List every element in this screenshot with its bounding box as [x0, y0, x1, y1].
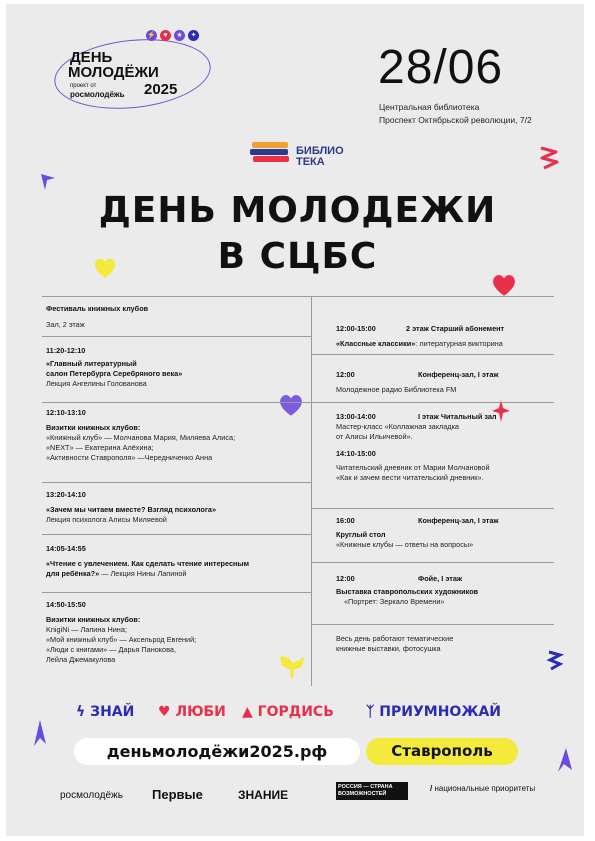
logo-line4: росмолодёжь: [70, 90, 125, 99]
time: 12:00-15:00: [336, 324, 376, 333]
line: KnigiNi — Лапина Нина;: [46, 625, 127, 634]
venue-line1: Центральная библиотека: [379, 102, 480, 112]
partner-text: национальные приоритеты: [434, 784, 536, 793]
slash-icon: /: [430, 784, 433, 793]
divider: [42, 336, 311, 337]
desc: Лекция психолога Алисы Миляевой: [46, 515, 167, 524]
divider: [311, 402, 554, 403]
divider: [311, 508, 554, 509]
event-date: 28/06: [378, 41, 504, 94]
time: 11:20-12:10: [46, 346, 86, 355]
title: «Зачем мы читаем вместе? Взгляд психолога»: [46, 505, 217, 514]
biblioteka-name: [296, 146, 344, 168]
title: «Классные классики»: [336, 339, 416, 348]
line: «Люди с книгами» — Дарья Панокова,: [46, 645, 176, 654]
logo-year: 2025: [144, 81, 178, 98]
sprout-icon: ✦: [188, 30, 199, 41]
time: 14:05-14:55: [46, 544, 86, 553]
line: «Мой книжный клуб» — Аксельрод Евгений;: [46, 635, 197, 644]
right-item-1: [336, 324, 551, 349]
line: «Книжный клуб» — Молчанова Мария, Миляева Алиса;: [46, 433, 236, 442]
time: 12:10-13:10: [46, 408, 86, 417]
heart-purple-icon: [277, 392, 305, 418]
festival-place: Зал, 2 этаж: [46, 320, 85, 329]
title-line2: В СЦБС: [217, 236, 378, 277]
slogan-text: ГОРДИСЬ: [257, 704, 334, 720]
lightning-icon: ϟ: [76, 704, 86, 720]
left-item-5: [46, 600, 196, 665]
heart-icon: ♥: [160, 30, 171, 41]
place: I этаж Читальный зал: [418, 412, 497, 421]
logo-line3: проект от: [70, 83, 97, 89]
title: Выставка ставропольских художников: [336, 587, 479, 596]
time: 16:00: [336, 516, 355, 525]
sprout-yellow-icon: [280, 656, 304, 678]
title: салон Петербурга Серебряного века»: [46, 369, 183, 378]
left-item-1: [46, 346, 182, 389]
footer-line: Весь день работают тематические: [336, 634, 454, 643]
line: «NEXT» — Екатерина Алёхина;: [46, 443, 154, 452]
festival-block: [46, 304, 148, 330]
partner-rossiya: РОССИЯ — СТРАНА ВОЗМОЖНОСТЕЙ: [336, 782, 408, 800]
slogan-znai: [76, 704, 134, 720]
slogan-gordis: [242, 704, 334, 720]
line: «Активности Ставрополя» —Чередниченко Анна: [46, 453, 213, 462]
site-pill[interactable]: деньмолодёжи2025.рф: [74, 738, 360, 765]
desc: «Книжные клубы — ответы на вопросы»: [336, 540, 474, 549]
title: Круглый стол: [336, 530, 386, 539]
desc: — Лекция Нины Лапиной: [99, 569, 187, 578]
venue-line2: Проспект Октябрьской революции, 7/2: [379, 115, 532, 125]
right-footer: [336, 634, 551, 654]
divider: [42, 534, 311, 535]
desc: : литературная викторина: [415, 339, 503, 348]
heart-icon: ♥: [158, 704, 171, 720]
arrow-purple-icon: [39, 172, 57, 192]
place: 2 этаж Старший абонемент: [406, 324, 505, 333]
divider: [311, 354, 554, 355]
title: Визитки книжных клубов:: [46, 423, 141, 432]
line: Лейла Джемакулова: [46, 655, 116, 664]
books-stack-icon: [250, 138, 292, 168]
line: от Алисы Ильичевой».: [336, 432, 413, 441]
time: 14:50-15:50: [46, 600, 86, 609]
time: 12:00: [336, 370, 355, 379]
squiggle-red-icon: [538, 144, 562, 170]
footer-line: книжные выставки, фотосушка: [336, 644, 441, 653]
arrow-purple-right-icon: [556, 748, 574, 774]
divider: [42, 482, 311, 483]
place: Конференц-зал, I этаж: [418, 516, 499, 525]
slogan-priumnozhai: [366, 704, 501, 720]
divider: [311, 624, 554, 625]
right-item-5: [336, 574, 551, 607]
partner-nacprioritety: [430, 784, 535, 793]
line: Мастер-класс «Коллажная закладка: [336, 422, 459, 431]
medal-icon: ★: [174, 30, 185, 41]
desc: Лекция Ангелины Голованова: [46, 379, 147, 388]
poster-sheet: [6, 4, 584, 836]
left-item-4: [46, 544, 249, 579]
title: для ребёнка?»: [46, 569, 100, 578]
slogan-lyubi: [158, 704, 226, 720]
place: Конференц-зал, I этаж: [418, 370, 499, 379]
time: 13:20-14:10: [46, 490, 86, 499]
biblioteka-line1: БИБЛИО: [296, 145, 344, 157]
right-item-2: [336, 370, 551, 395]
desc: «Портрет: Зеркало Времени»: [344, 597, 445, 606]
line: «Как и зачем вести читательский дневник».: [336, 473, 484, 482]
divider: [42, 402, 311, 403]
sprout-icon: ᛉ: [366, 704, 375, 720]
partner-znanie: ЗНАНИЕ: [238, 788, 289, 802]
slogan-text: ПРИУМНОЖАЙ: [379, 704, 502, 720]
title: «Главный литературный: [46, 359, 137, 368]
place: Фойе, I этаж: [418, 574, 463, 583]
slogan-text: ЗНАЙ: [90, 704, 135, 720]
city-pill: Ставрополь: [366, 738, 518, 765]
divider: [42, 296, 554, 297]
line: Читательский дневник от Марии Молчановой: [336, 463, 490, 472]
logo-line1: ДЕНЬ: [70, 49, 113, 66]
logo-icons: [146, 30, 199, 41]
divider: [311, 562, 554, 563]
time: 12:00: [336, 574, 355, 583]
left-item-2: [46, 408, 235, 463]
time: 13:00-14:00: [336, 412, 376, 421]
right-item-3: [336, 412, 551, 483]
lightning-icon: ⚡: [147, 32, 156, 39]
slogan-text: ЛЮБИ: [175, 704, 226, 720]
partner-rosmolodezh: росмолодёжь: [60, 790, 123, 801]
partner-pervye: Первые: [152, 787, 203, 802]
logo-line2: МОЛОДЁЖИ: [68, 64, 159, 81]
title-line1: ДЕНЬ МОЛОДЕЖИ: [98, 190, 497, 231]
divider: [42, 592, 311, 593]
title: Визитки книжных клубов:: [46, 615, 141, 624]
arrow-purple-left-icon: [32, 720, 48, 748]
desc: Молодежное радио Библиотека FM: [336, 385, 457, 394]
left-item-3: [46, 490, 216, 525]
time: 14:10-15:00: [336, 449, 376, 458]
venue: [379, 101, 532, 127]
right-item-4: [336, 516, 551, 550]
medal-icon: ▲: [242, 704, 253, 720]
biblioteka-line2: ТЕКА: [296, 156, 325, 168]
festival-title: Фестиваль книжных клубов: [46, 304, 149, 313]
title: «Чтение с увлечением. Как сделать чтение интересным: [46, 559, 250, 568]
